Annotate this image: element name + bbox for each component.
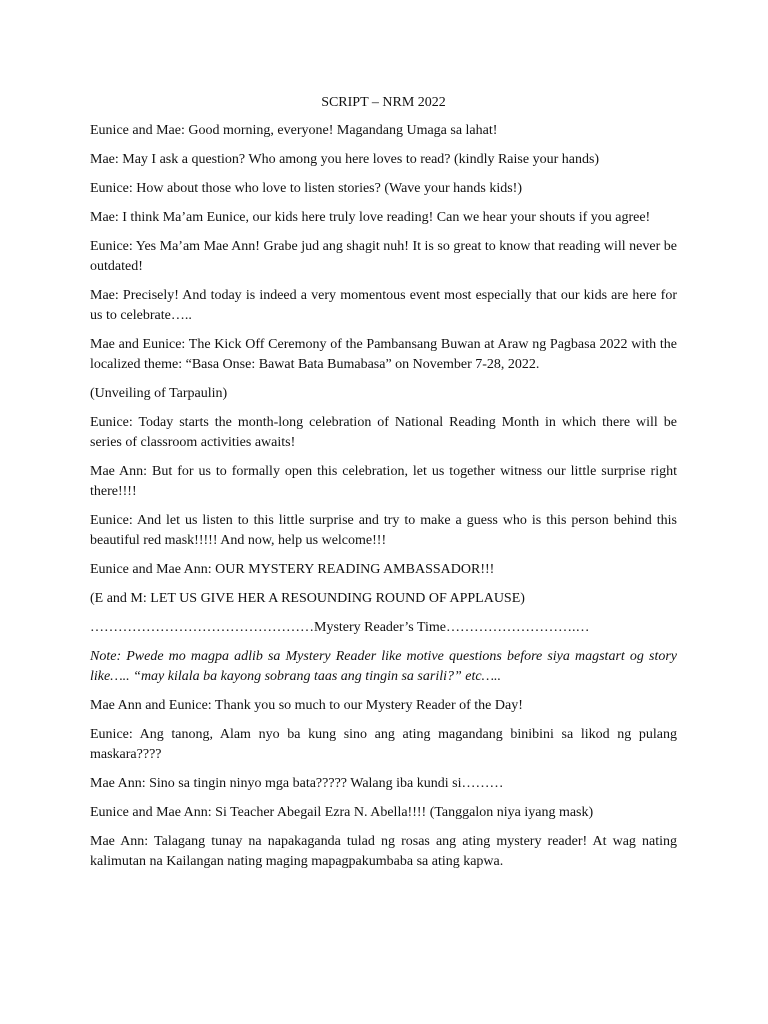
script-line: Mae: May I ask a question? Who among you here loves to read? (kindly Raise your hands)	[90, 152, 600, 167]
section-divider: …………………………………………Mystery Reader’s Time……………………….…	[90, 620, 590, 635]
script-line: Eunice and Mae Ann: Si Teacher Abegail Ezra N. Abella!!!! (Tanggalon niya iyang mask)	[90, 805, 594, 820]
script-line: Mae: I think Ma’am Eunice, our kids here truly love reading! Can we hear your shouts if you agree!	[90, 210, 651, 225]
script-line: Eunice: Ang tanong, Alam nyo ba kung sino ang ating magandang binibini sa likod ng pulang maskara????	[90, 727, 677, 762]
script-line: Eunice: Today starts the month-long celebration of National Reading Month in which there will be series of classroom activities awaits!	[90, 415, 677, 450]
script-line: Mae Ann: But for us to formally open this celebration, let us together witness our little surprise right there!!!!	[90, 464, 677, 499]
document-page	[90, 93, 677, 881]
script-line: Mae Ann: Sino sa tingin ninyo mga bata????? Walang iba kundi si………	[90, 776, 504, 791]
script-line: Eunice: And let us listen to this little surprise and try to make a guess who is this person behind this beautiful red mask!!!!! And now, help us welcome!!!	[90, 513, 677, 548]
script-line: Mae Ann: Talagang tunay na napakaganda tulad ng rosas ang ating mystery reader! At wag nating kalimutan na Kailangan nating maging mapagpakumbaba sa ating kapwa.	[90, 834, 677, 869]
script-line: Eunice: How about those who love to listen stories? (Wave your hands kids!)	[90, 181, 523, 196]
script-line: Eunice and Mae: Good morning, everyone! Magandang Umaga sa lahat!	[90, 123, 498, 138]
script-line: Mae Ann and Eunice: Thank you so much to our Mystery Reader of the Day!	[90, 698, 523, 713]
document-title: SCRIPT – NRM 2022	[321, 95, 446, 110]
stage-direction: (Unveiling of Tarpaulin)	[90, 386, 228, 401]
script-line: Eunice: Yes Ma’am Mae Ann! Grabe jud ang shagit nuh! It is so great to know that reading will never be outdated!	[90, 239, 677, 274]
stage-direction: (E and M: LET US GIVE HER A RESOUNDING ROUND OF APPLAUSE)	[90, 591, 525, 606]
script-line: Mae and Eunice: The Kick Off Ceremony of the Pambansang Buwan at Araw ng Pagbasa 2022 with the localized theme: “Basa Onse: Bawat Bata Bumabasa” on November 7-28, 2022.	[90, 337, 677, 372]
note-text: Note: Pwede mo magpa adlib sa Mystery Reader like motive questions before siya magstart og story like….. “may kilala ba kayong sobrang taas ang tingin sa sarili?” etc…..	[90, 649, 677, 684]
script-line: Mae: Precisely! And today is indeed a very momentous event most especially that our kids are here for us to celebrate…..	[90, 288, 677, 323]
script-line: Eunice and Mae Ann: OUR MYSTERY READING AMBASSADOR!!!	[90, 562, 495, 577]
